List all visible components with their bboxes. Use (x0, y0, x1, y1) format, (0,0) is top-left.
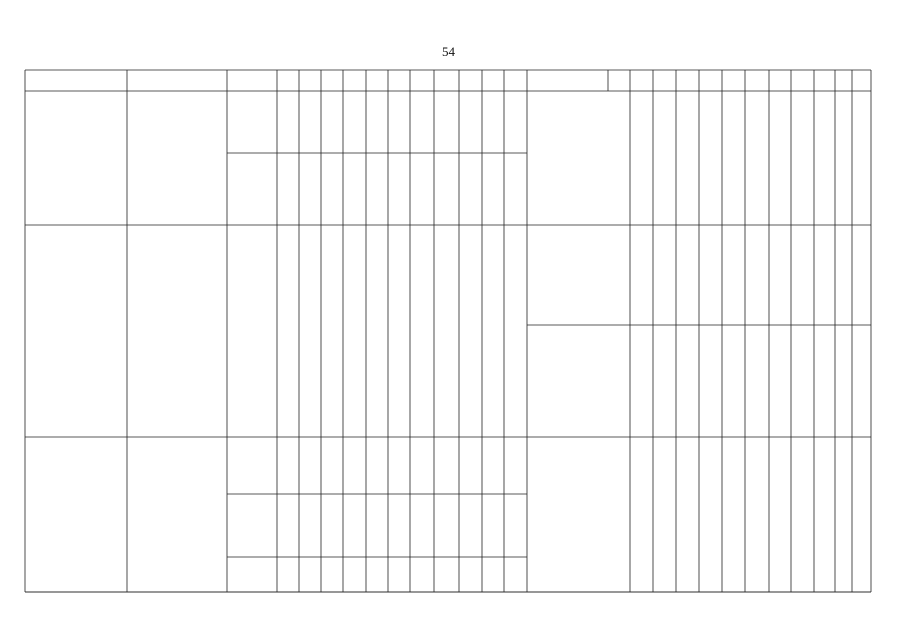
funding-value (482, 494, 504, 557)
page-number: 54 (442, 44, 455, 59)
funding-value (299, 557, 321, 592)
header-cell-11 (434, 70, 459, 91)
indicator-value (699, 325, 722, 437)
funding-value (434, 557, 459, 592)
indicator-value (835, 437, 852, 592)
funding-value (434, 494, 459, 557)
indicator-value (630, 225, 653, 325)
funding-source-label (227, 225, 277, 437)
indicator-value (814, 437, 835, 592)
indicator-value (676, 91, 699, 225)
funding-value (321, 494, 343, 557)
event-name-cell (25, 225, 127, 437)
funding-value (410, 91, 434, 153)
funding-value (343, 91, 366, 153)
indicator-value (653, 91, 676, 225)
funding-value (388, 437, 410, 494)
indicator-value (769, 91, 791, 225)
funding-value (504, 153, 527, 225)
funding-value (410, 153, 434, 225)
header-cell-15 (527, 70, 608, 91)
header-cell-22 (745, 70, 769, 91)
header-cell-19 (676, 70, 699, 91)
header-cell-3 (227, 70, 277, 91)
header-cell-17 (630, 70, 653, 91)
funding-value (388, 91, 410, 153)
funding-value (410, 225, 434, 437)
header-cell-6 (321, 70, 343, 91)
indicator-value (835, 325, 852, 437)
indicator-value (814, 325, 835, 437)
funding-value (366, 557, 388, 592)
indicator-label (527, 91, 608, 225)
funding-value (299, 91, 321, 153)
header-cell-26 (835, 70, 852, 91)
funding-source-label (227, 494, 277, 557)
funding-value (482, 437, 504, 494)
indicator-value (791, 325, 814, 437)
funding-value (366, 153, 388, 225)
responsible-cell (127, 437, 227, 592)
header-cell-7 (343, 70, 366, 91)
indicator-value (608, 437, 630, 592)
funding-value (482, 225, 504, 437)
indicator-value (699, 225, 722, 325)
indicator-value (699, 91, 722, 225)
funding-value (482, 91, 504, 153)
funding-value (434, 225, 459, 437)
indicator-value (745, 225, 769, 325)
funding-value (459, 437, 482, 494)
funding-value (434, 153, 459, 225)
indicator-label (527, 225, 608, 325)
funding-value (434, 91, 459, 153)
funding-value (343, 557, 366, 592)
indicator-value (653, 437, 676, 592)
header-cell-20 (699, 70, 722, 91)
indicator-value (608, 325, 630, 437)
funding-value (343, 225, 366, 437)
funding-value (343, 437, 366, 494)
header-cell-8 (366, 70, 388, 91)
header-cell-9 (388, 70, 410, 91)
indicator-value (699, 437, 722, 592)
funding-value (343, 153, 366, 225)
funding-value (459, 153, 482, 225)
header-cell-13 (482, 70, 504, 91)
indicator-value (852, 91, 871, 225)
indicator-value (769, 225, 791, 325)
funding-value (299, 437, 321, 494)
indicator-value (722, 437, 745, 592)
funding-value (388, 557, 410, 592)
funding-value (504, 557, 527, 592)
funding-value (366, 225, 388, 437)
indicator-value (676, 225, 699, 325)
funding-value (410, 494, 434, 557)
funding-value (410, 557, 434, 592)
indicator-value (852, 225, 871, 325)
indicator-value (791, 225, 814, 325)
indicator-value (791, 91, 814, 225)
indicator-label (527, 437, 608, 592)
indicator-value (722, 91, 745, 225)
header-cell-24 (791, 70, 814, 91)
funding-value (459, 91, 482, 153)
header-cell-4 (277, 70, 299, 91)
event-name-cell (25, 91, 127, 225)
header-cell-25 (814, 70, 835, 91)
indicator-value (676, 325, 699, 437)
indicator-value (852, 325, 871, 437)
funding-value (366, 494, 388, 557)
funding-value (321, 91, 343, 153)
header-cell-10 (410, 70, 434, 91)
funding-value (277, 494, 299, 557)
indicator-value (769, 325, 791, 437)
header-cell-16 (608, 70, 630, 91)
indicator-value (630, 325, 653, 437)
funding-value (299, 494, 321, 557)
funding-value (343, 494, 366, 557)
header-cell-23 (769, 70, 791, 91)
indicator-value (630, 437, 653, 592)
header-cell-12 (459, 70, 482, 91)
indicator-value (814, 225, 835, 325)
funding-value (504, 494, 527, 557)
indicator-value (608, 91, 630, 225)
header-cell-21 (722, 70, 745, 91)
indicator-value (791, 437, 814, 592)
funding-value (277, 437, 299, 494)
funding-value (299, 153, 321, 225)
header-cell-1 (25, 70, 127, 91)
funding-source-label (227, 557, 277, 592)
funding-source-label (227, 153, 277, 225)
indicator-value (676, 437, 699, 592)
header-cell-18 (653, 70, 676, 91)
funding-value (459, 557, 482, 592)
header-cell-2 (127, 70, 227, 91)
funding-value (459, 225, 482, 437)
funding-value (366, 437, 388, 494)
event-name-cell (25, 437, 127, 592)
responsible-cell (127, 225, 227, 437)
header-cell-14 (504, 70, 527, 91)
funding-value (410, 437, 434, 494)
funding-value (482, 557, 504, 592)
funding-value (366, 91, 388, 153)
indicator-value (745, 437, 769, 592)
indicator-value (608, 225, 630, 325)
funding-value (504, 225, 527, 437)
indicator-value (835, 91, 852, 225)
funding-value (321, 437, 343, 494)
indicator-label (527, 325, 608, 437)
indicator-value (745, 325, 769, 437)
funding-value (277, 557, 299, 592)
indicator-value (814, 91, 835, 225)
funding-value (434, 437, 459, 494)
header-cell-5 (299, 70, 321, 91)
indicator-value (630, 91, 653, 225)
indicator-value (835, 225, 852, 325)
funding-source-label (227, 91, 277, 153)
funding-value (388, 225, 410, 437)
indicator-value (653, 325, 676, 437)
responsible-cell (127, 91, 227, 225)
indicator-value (852, 437, 871, 592)
funding-value (321, 225, 343, 437)
funding-source-label (227, 437, 277, 494)
funding-value (299, 225, 321, 437)
funding-value (388, 494, 410, 557)
indicator-value (653, 225, 676, 325)
header-cell-27 (852, 70, 871, 91)
funding-value (482, 153, 504, 225)
funding-value (277, 153, 299, 225)
funding-value (277, 91, 299, 153)
indicator-value (745, 91, 769, 225)
indicator-value (769, 437, 791, 592)
funding-value (504, 437, 527, 494)
indicator-value (722, 225, 745, 325)
funding-value (388, 153, 410, 225)
indicator-value (722, 325, 745, 437)
funding-value (459, 494, 482, 557)
funding-value (321, 557, 343, 592)
funding-value (321, 153, 343, 225)
funding-value (504, 91, 527, 153)
funding-value (277, 225, 299, 437)
